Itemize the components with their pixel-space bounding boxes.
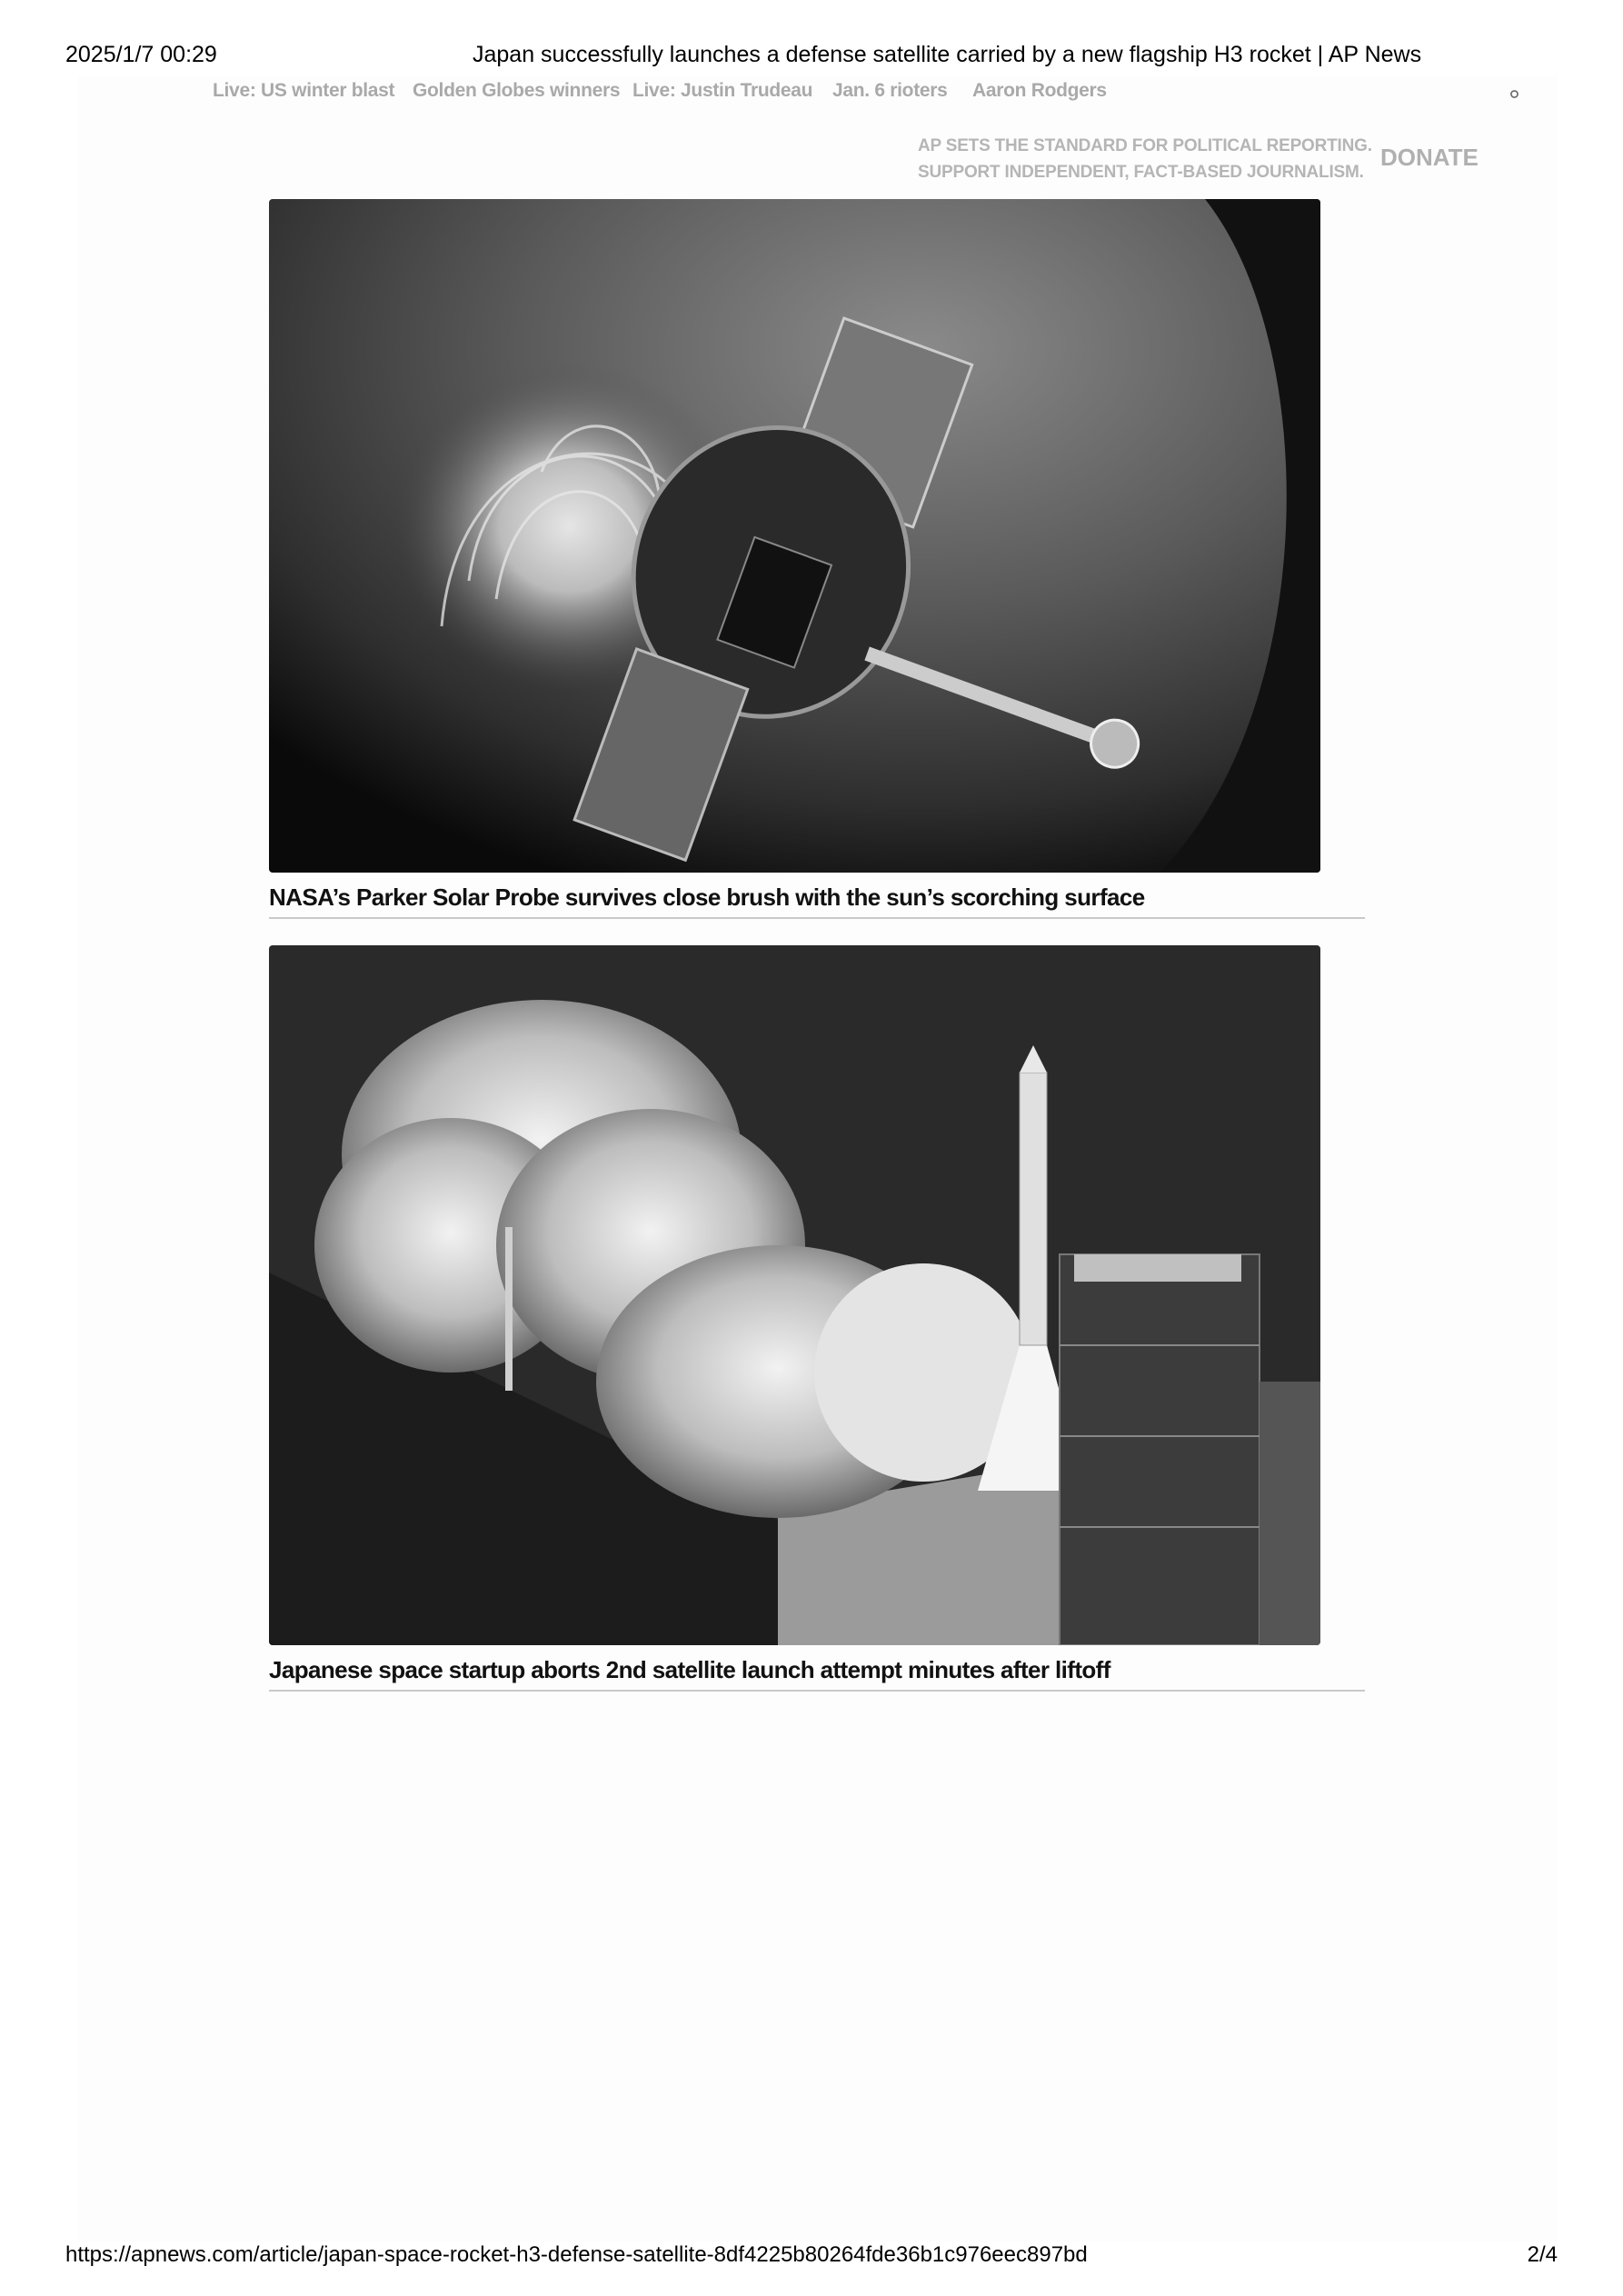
search-icon[interactable] [1509,87,1519,97]
trending-link-golden-globes[interactable]: Golden Globes winners [413,80,621,101]
trending-link-jan-6-rioters[interactable]: Jan. 6 rioters [832,80,948,101]
promo-banner[interactable] [918,133,1372,185]
promo-line-2: SUPPORT INDEPENDENT, FACT-BASED JOURNALISM. [918,163,1364,182]
print-header [65,42,1558,69]
print-url: https://apnews.com/article/japan-space-rocket-h3-defense-satellite-8df4225b80264fde36b1c976eec897bd [65,2242,1088,2267]
trending-link-us-winter-blast[interactable]: Live: US winter blast [213,80,395,101]
card-image-rocket-launch[interactable] [269,945,1320,1645]
card-title-solar-probe[interactable]: NASA’s Parker Solar Probe survives close brush with the sun’s scorching surface [269,883,1365,919]
rocket-launch-photo [269,945,1320,1645]
card-image-solar-probe[interactable] [269,199,1320,873]
trending-link-justin-trudeau[interactable]: Live: Justin Trudeau [632,80,813,101]
card-title-rocket-launch[interactable]: Japanese space startup aborts 2nd satellite launch attempt minutes after liftoff [269,1656,1365,1692]
promo-line-1: AP SETS THE STANDARD FOR POLITICAL REPORTING. [918,136,1372,155]
print-date: 2025/1/7 00:29 [65,42,217,67]
print-page-number: 2/4 [1527,2242,1558,2267]
donate-button[interactable]: DONATE [1380,144,1479,171]
trending-link-aaron-rodgers[interactable]: Aaron Rodgers [972,80,1107,101]
print-title: Japan successfully launches a defense satellite carried by a new flagship H3 rocket | AP News [473,42,1422,67]
solar-probe-photo [269,199,1320,873]
print-footer [65,2242,1558,2270]
